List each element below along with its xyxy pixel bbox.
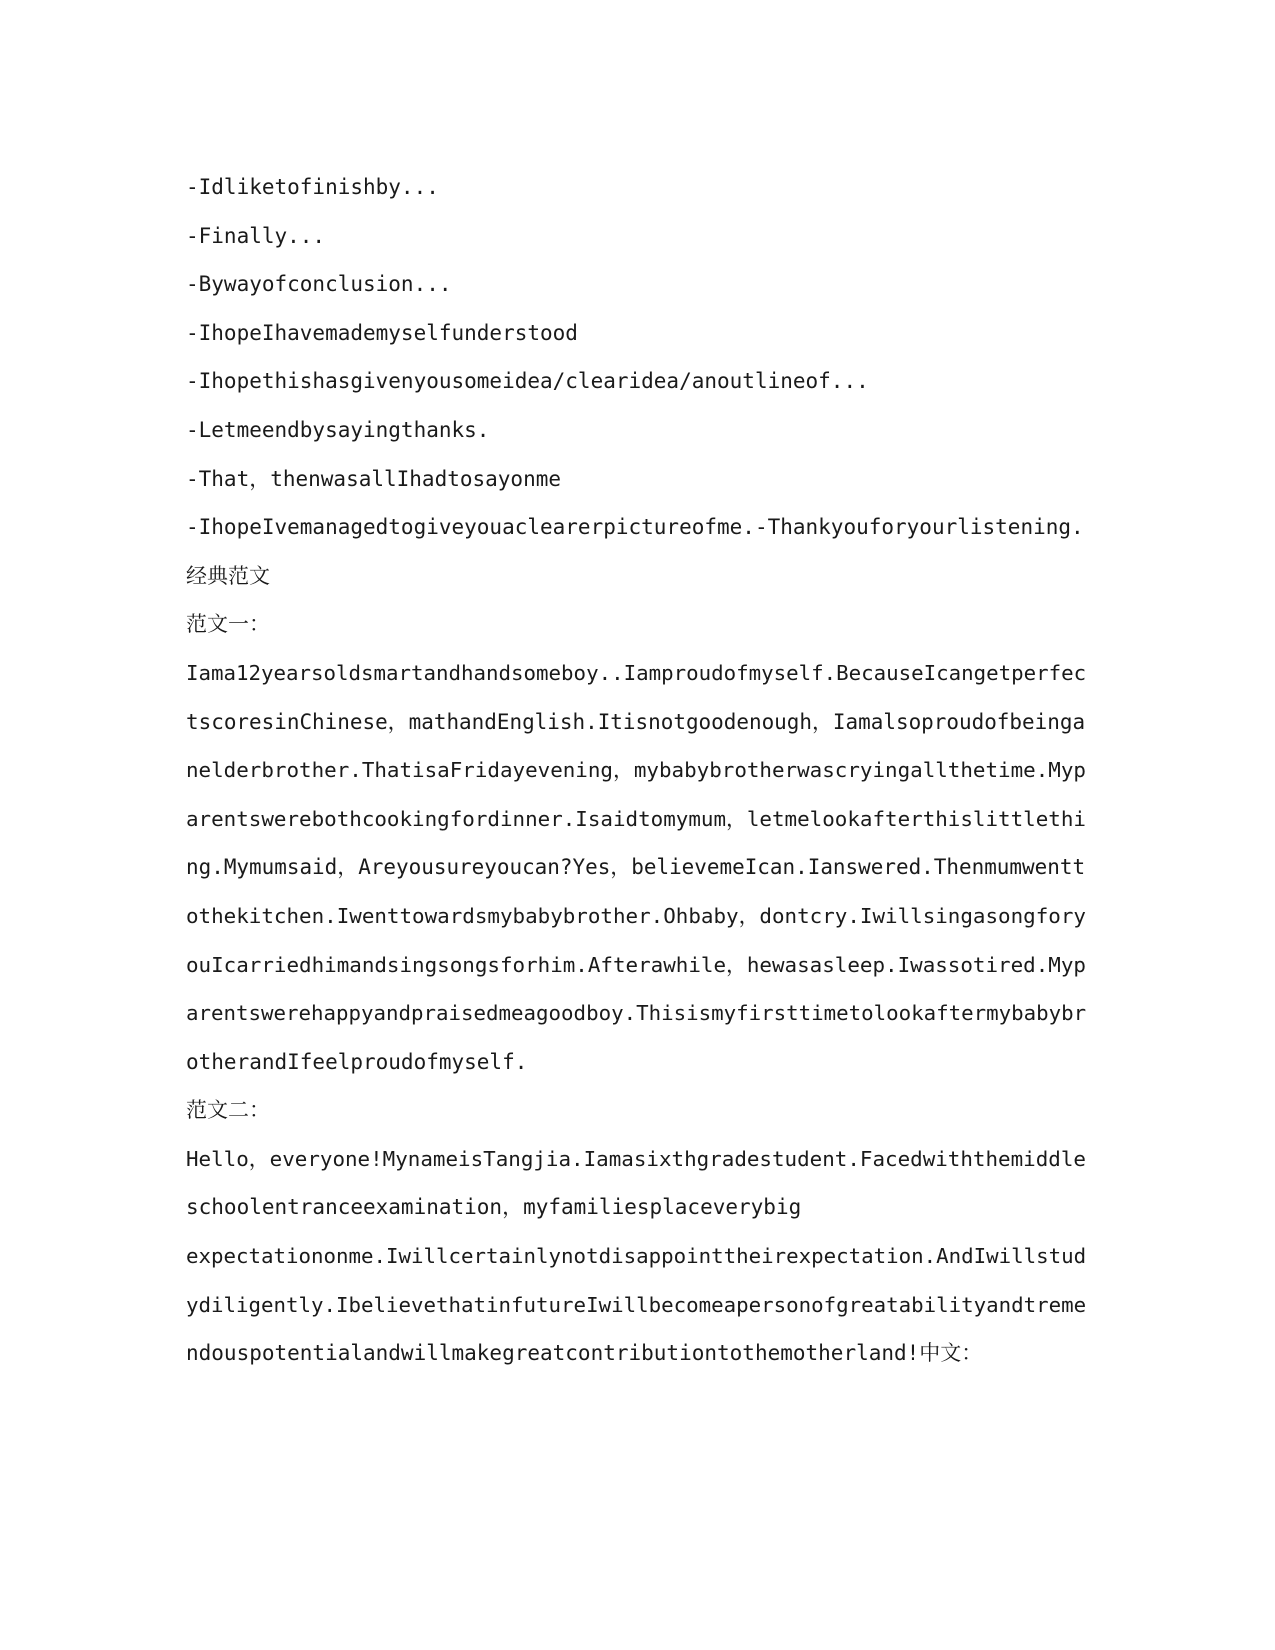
sample-one-line: tscoresinChinese，mathandEnglish.Itisnotgoodenough，Iamalsoproudofbeinga <box>186 709 1086 734</box>
phrase-line: -Finally... <box>186 223 326 248</box>
phrase-line: -That，thenwasallIhadtosayonme <box>186 466 562 491</box>
sample-one-line: ng.Mymumsaid，Areyousureyoucan?Yes，believemeIcan.Ianswered.Thenmumwentt <box>186 855 1086 880</box>
phrase-line: -IhopeIhavemademyselfunderstood <box>186 320 578 345</box>
sample-one-line: nelderbrother.ThatisaFridayevening，mybabybrotherwascryingallthetime.Myp <box>186 758 1086 783</box>
sample-two-label: 范文二： <box>186 1098 270 1123</box>
phrase-line: -Ihopethishasgivenyousomeidea/clearidea/anoutlineof... <box>186 369 869 394</box>
sample-one-line: otherandIfeelproudofmyself. <box>186 1049 528 1074</box>
document-body <box>186 163 1086 1378</box>
phrase-line: -Bywayofconclusion... <box>186 272 452 297</box>
sample-one-line: arentswerehappyandpraisedmeagoodboy.Thisismyfirsttimetolookaftermybabybr <box>186 1001 1087 1026</box>
sample-two-line: ndouspotentialandwillmakegreatcontributiontothemotherland!中文： <box>186 1341 983 1366</box>
section-heading: 经典范文 <box>186 563 270 588</box>
phrase-line: -Letmeendbysayingthanks. <box>186 417 490 442</box>
sample-one-line: Iama12yearsoldsmartandhandsomeboy..Iamproudofmyself.BecauseIcangetperfec <box>186 660 1087 685</box>
sample-one-line: ouIcarriedhimandsingsongsforhim.Afterawhile，hewasasleep.Iwassotired.Myp <box>186 952 1086 977</box>
phrase-line: -Idliketofinishby... <box>186 175 439 199</box>
sample-one-line: arentswerebothcookingfordinner.Isaidtomymum，letmelookafterthislittlethi <box>186 806 1086 831</box>
sample-two-line: schoolentranceexamination，myfamiliesplaceverybig <box>186 1195 802 1220</box>
sample-one-label: 范文一： <box>186 612 270 637</box>
sample-one-line: othekitchen.Iwenttowardsmybabybrother.Ohbaby，dontcry.Iwillsingasongfory <box>186 903 1086 928</box>
phrase-line: -IhopeIvemanagedtogiveyouaclearerpictureofme.-Thankyouforyourlistening. <box>186 515 1084 540</box>
sample-two-line: ydiligently.IbelievethatinfutureIwillbecomeapersonofgreatabilityandtreme <box>186 1292 1087 1317</box>
sample-two-line: expectationonme.Iwillcertainlynotdisappointtheirexpectation.AndIwillstud <box>186 1244 1087 1269</box>
sample-two-line: Hello，everyone!MynameisTangjia.Iamasixthgradestudent.Facedwiththemiddle <box>186 1146 1086 1171</box>
